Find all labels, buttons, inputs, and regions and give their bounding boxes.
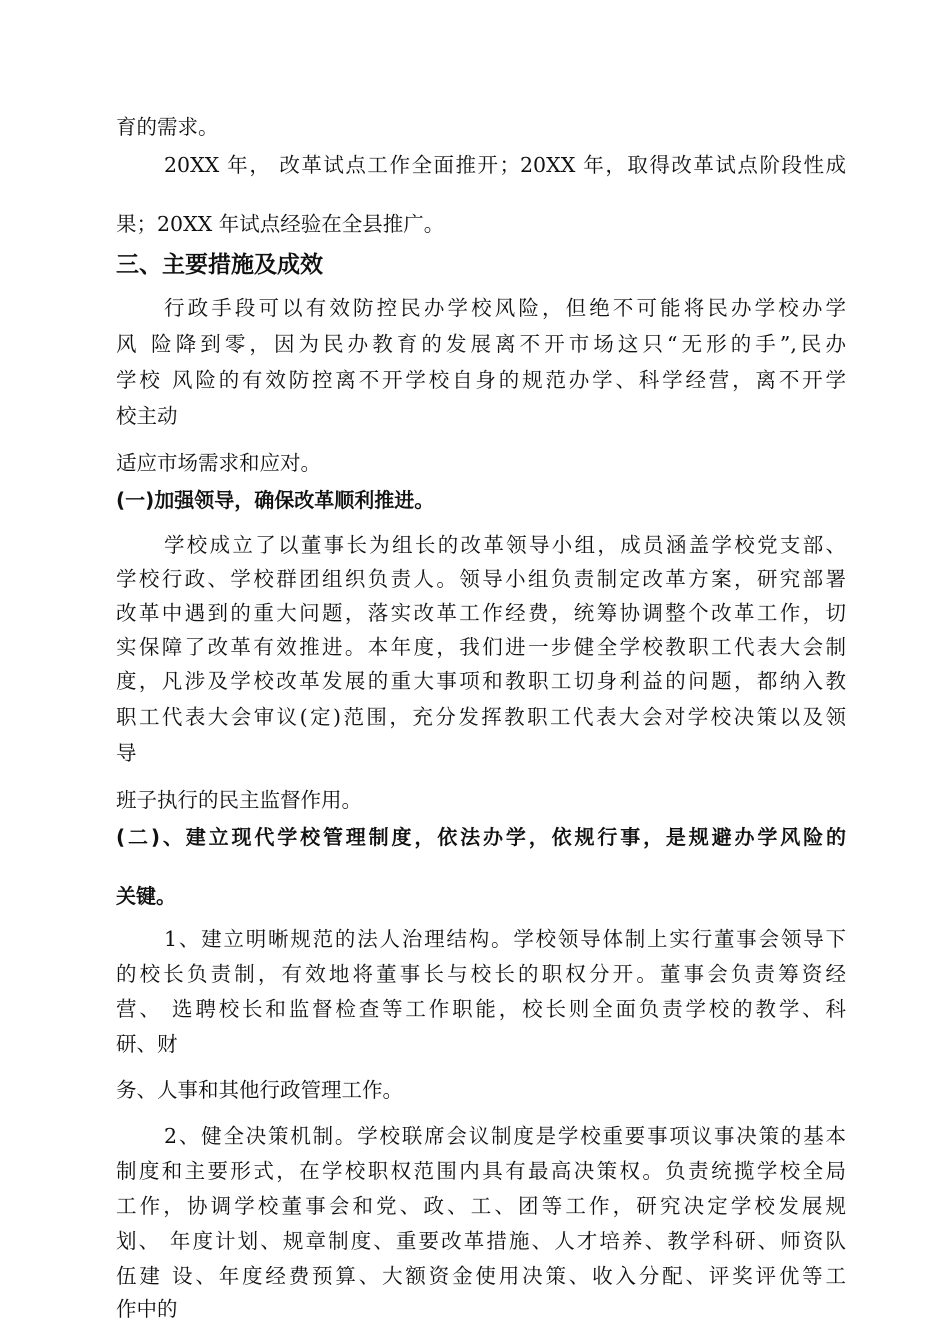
section-heading: 三、主要措施及成效 [116,252,323,278]
text-line: 工作，协调学校董事会和党、政、工、团等工作，研究决定学校发展规 [116,1194,846,1218]
text-line: 导 [116,741,137,765]
text-line: 务、人事和其他行政管理工作。 [116,1078,403,1102]
text-line: 果；20XX 年试点经验在全县推广。 [116,212,445,236]
text-line: 伍建 设、年度经费预算、大额资金使用决策、收入分配、评奖评优等工 [116,1264,846,1288]
text-line: 划、 年度计划、规章制度、重要改革措施、人才培养、教学科研、师资队 [116,1229,846,1253]
text-line: 1、建立明晰规范的法人治理结构。学校领导体制上实行董事会领导下 [164,927,846,951]
text-line: 研、财 [116,1032,178,1056]
text-line: 校主动 [116,404,178,428]
text-line: 改革中遇到的重大问题，落实改革工作经费，统筹协调整个改革工作，切 [116,601,846,625]
text-line: 育的需求。 [116,115,219,139]
text-line: 学校行政、学校群团组织负责人。领导小组负责制定改革方案，研究部署 [116,567,846,591]
text-line: 适应市场需求和应对。 [116,451,321,475]
text-line: 职工代表大会审议(定)范围，充分发挥教职工代表大会对学校决策以及领 [116,705,846,729]
text-line: 的校长负责制，有效地将董事长与校长的职权分开。董事会负责筹资经 [116,962,846,986]
text-line: 风 险降到零，因为民办教育的发展离不开市场这只“无形的手”,民办 [116,332,846,356]
text-line: 营、 选聘校长和监督检查等工作职能，校长则全面负责学校的教学、科 [116,997,846,1021]
text-line: 度，凡涉及学校改革发展的重大事项和教职工切身利益的问题，都纳入教 [116,669,846,693]
text-line: 制度和主要形式，在学校职权范围内具有最高决策权。负责统揽学校全局 [116,1159,846,1183]
text-line: 实保障了改革有效推进。本年度，我们进一步健全学校教职工代表大会制 [116,635,846,659]
subsection-heading: (一)加强领导，确保改革顺利推进。 [116,488,435,512]
text-line: 学校 风险的有效防控离不开学校自身的规范办学、科学经营，离不开学 [116,368,846,392]
text-line: 行政手段可以有效防控民办学校风险，但绝不可能将民办学校办学 [164,296,846,320]
text-line: 2、健全决策机制。学校联席会议制度是学校重要事项议事决策的基本 [164,1124,846,1148]
subsection-heading: (二)、建立现代学校管理制度，依法办学，依规行事，是规避办学风险的 [116,825,846,849]
text-line: 班子执行的民主监督作用。 [116,788,362,812]
text-line: 学校成立了以董事长为组长的改革领导小组，成员涵盖学校党支部、 [164,533,846,557]
text-line: 20XX 年， 改革试点工作全面推开；20XX 年，取得改革试点阶段性成 [164,153,846,177]
text-line: 作中的 [116,1297,178,1321]
subsection-heading: 关键。 [116,884,176,908]
